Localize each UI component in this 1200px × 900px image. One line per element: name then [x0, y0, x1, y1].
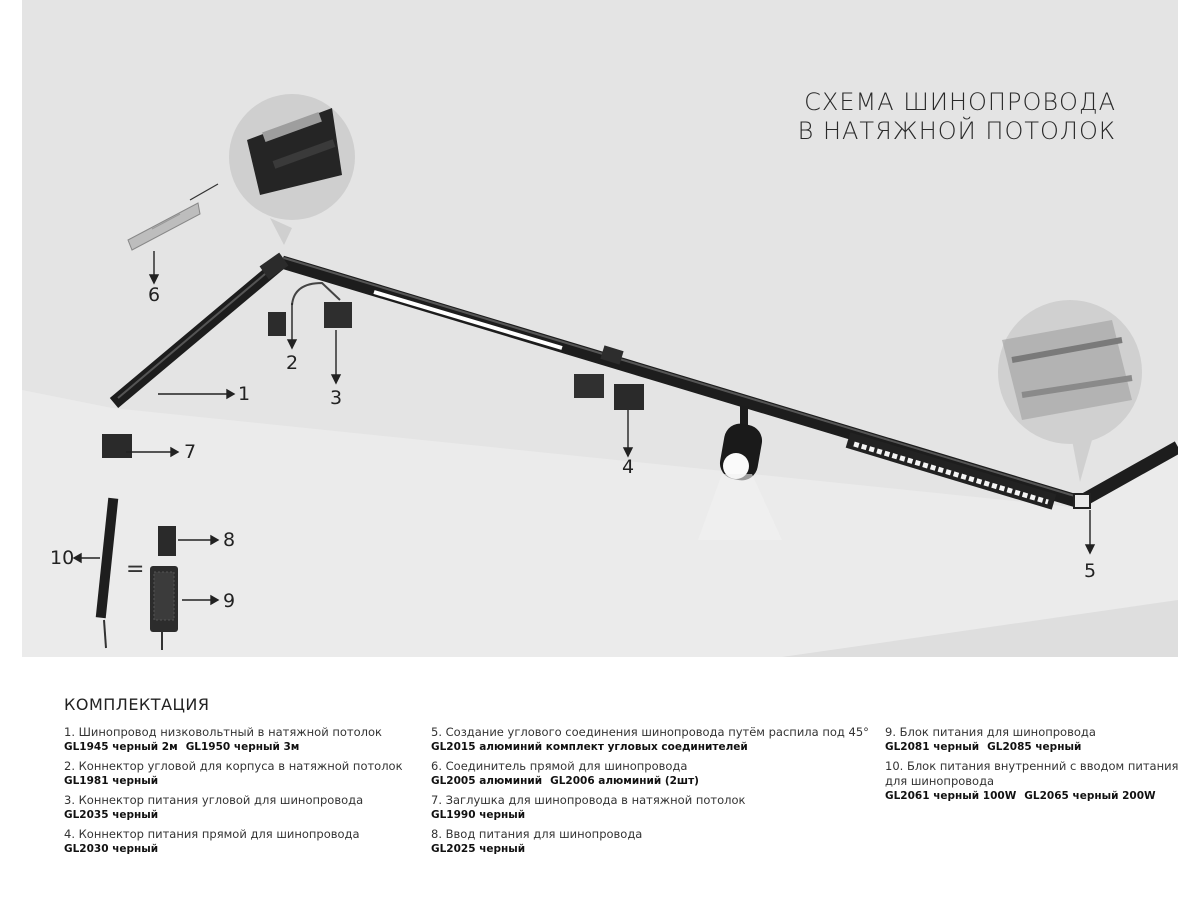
legend-column-1: [64, 725, 424, 861]
callout-2: 2: [286, 352, 299, 374]
installation-scene: [22, 0, 1178, 657]
title-line-2: В НАТЯЖНОЙ ПОТОЛОК: [797, 117, 1116, 145]
legend-column-3: [885, 725, 1185, 808]
legend-item-codes: GL2015 алюминий комплект угловых соединителей: [431, 741, 748, 753]
legend-item-codes: GL2061 черный 100W GL2065 черный 200W: [885, 790, 1156, 802]
legend-item-title: 5. Создание углового соединения шинопровода путём распила под 45°: [431, 725, 869, 739]
legend-item-6: [431, 759, 871, 789]
legend-item-title: 1. Шинопровод низковольтный в натяжной потолок: [64, 725, 382, 739]
power-input: [158, 526, 176, 556]
callout-10: 10: [50, 547, 75, 569]
legend-item-title: 7. Заглушка для шинопровода в натяжной потолок: [431, 793, 746, 807]
legend-item-9: [885, 725, 1185, 755]
legend-item-3: [64, 793, 424, 823]
legend-item-7: [431, 793, 871, 823]
legend-item-4: [64, 827, 424, 857]
components-legend: [0, 657, 1200, 900]
legend-item-codes: GL2030 черный: [64, 843, 159, 855]
legend-item-title: 4. Коннектор питания прямой для шинопровода: [64, 827, 360, 841]
legend-item-8: [431, 827, 871, 857]
legend-item-title: 8. Ввод питания для шинопровода: [431, 827, 643, 841]
legend-item-title: 9. Блок питания для шинопровода: [885, 725, 1096, 739]
end-cap: [102, 434, 132, 458]
legend-item-1: [64, 725, 424, 755]
legend-item-codes: GL1990 черный: [431, 809, 526, 821]
corner-joint: [1074, 494, 1090, 508]
callout-5: 5: [1084, 560, 1097, 582]
equals-sign: =: [126, 557, 145, 582]
legend-item-title: 3. Коннектор питания угловой для шинопровода: [64, 793, 364, 807]
title-line-1: СХЕМА ШИНОПРОВОДА: [804, 88, 1116, 116]
callout-6: 6: [148, 284, 161, 306]
legend-item-codes: GL2005 алюминий GL2006 алюминий (2шт): [431, 775, 699, 787]
legend-item-title: 6. Соединитель прямой для шинопровода: [431, 759, 688, 773]
legend-item-10: [885, 759, 1185, 804]
diagram-title: [798, 88, 1116, 146]
callout-1: 1: [238, 383, 251, 405]
legend-item-codes: GL1981 черный: [64, 775, 159, 787]
legend-item-codes: GL1945 черный 2м GL1950 черный 3м: [64, 741, 300, 753]
legend-heading: КОМПЛЕКТАЦИЯ: [64, 695, 210, 714]
callout-3: 3: [330, 387, 343, 409]
legend-item-5: [431, 725, 871, 755]
legend-item-title: 2. Коннектор угловой для корпуса в натяжной потолок: [64, 759, 403, 773]
legend-item-codes: GL2081 черный GL2085 черный: [885, 741, 1082, 753]
legend-item-2: [64, 759, 424, 789]
callout-7: 7: [184, 441, 197, 463]
callout-4: 4: [622, 456, 635, 478]
legend-item-codes: GL2035 черный: [64, 809, 159, 821]
legend-item-codes: GL2025 черный: [431, 843, 526, 855]
legend-item-title: 10. Блок питания внутренний с вводом питания для шинопровода: [885, 759, 1179, 788]
legend-column-2: [431, 725, 871, 861]
callout-8: 8: [223, 529, 236, 551]
callout-9: 9: [223, 590, 236, 612]
